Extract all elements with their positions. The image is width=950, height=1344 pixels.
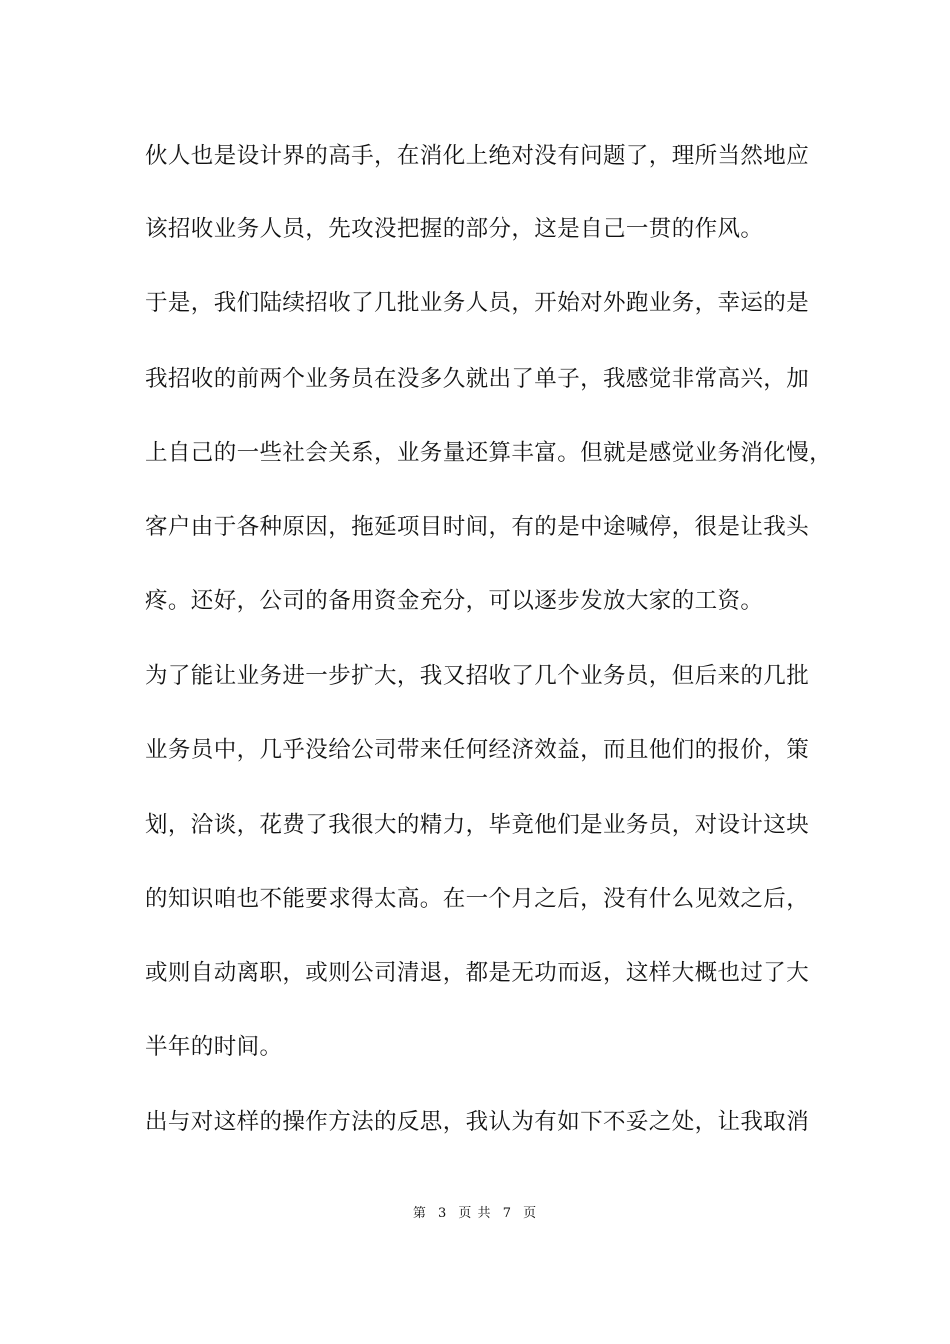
text-line: 业务员中，几乎没给公司带来任何经济效益，而且他们的报价，策 bbox=[145, 737, 810, 763]
text-line: 的知识咱也不能要求得太高。在一个月之后，没有什么见效之后， bbox=[145, 886, 810, 912]
total-pages: 7 bbox=[502, 1206, 512, 1221]
footer-prefix: 第 bbox=[412, 1206, 427, 1221]
footer-middle: 页 共 bbox=[458, 1206, 492, 1221]
text-line: 我招收的前两个业务员在没多久就出了单子，我感觉非常高兴，加 bbox=[145, 366, 810, 392]
text-line: 于是，我们陆续招收了几批业务人员，开始对外跑业务，幸运的是 bbox=[145, 290, 810, 316]
text-line: 划，洽谈，花费了我很大的精力，毕竟他们是业务员，对设计这块 bbox=[145, 812, 810, 838]
text-line: 半年的时间。 bbox=[145, 1034, 283, 1060]
text-line: 伙人也是设计界的高手，在消化上绝对没有问题了，理所当然地应 bbox=[145, 143, 810, 169]
text-line: 疼。还好，公司的备用资金充分，可以逐步发放大家的工资。 bbox=[145, 588, 764, 614]
text-line: 或则自动离职，或则公司清退，都是无功而返，这样大概也过了大 bbox=[145, 960, 810, 986]
text-line: 客户由于各种原因，拖延项目时间，有的是中途喊停，很是让我头 bbox=[145, 514, 810, 540]
text-line: 上自己的一些社会关系，业务量还算丰富。但就是感觉业务消化慢， bbox=[145, 440, 833, 466]
page-footer bbox=[0, 1205, 950, 1223]
page-number: 3 bbox=[438, 1206, 448, 1221]
text-line: 为了能让业务进一步扩大，我又招收了几个业务员，但后来的几批 bbox=[145, 663, 810, 689]
text-line: 该招收业务人员，先攻没把握的部分，这是自己一贯的作风。 bbox=[145, 216, 764, 242]
footer-suffix: 页 bbox=[523, 1206, 538, 1221]
text-line: 出与对这样的操作方法的反思，我认为有如下不妥之处，让我取消 bbox=[145, 1109, 810, 1135]
